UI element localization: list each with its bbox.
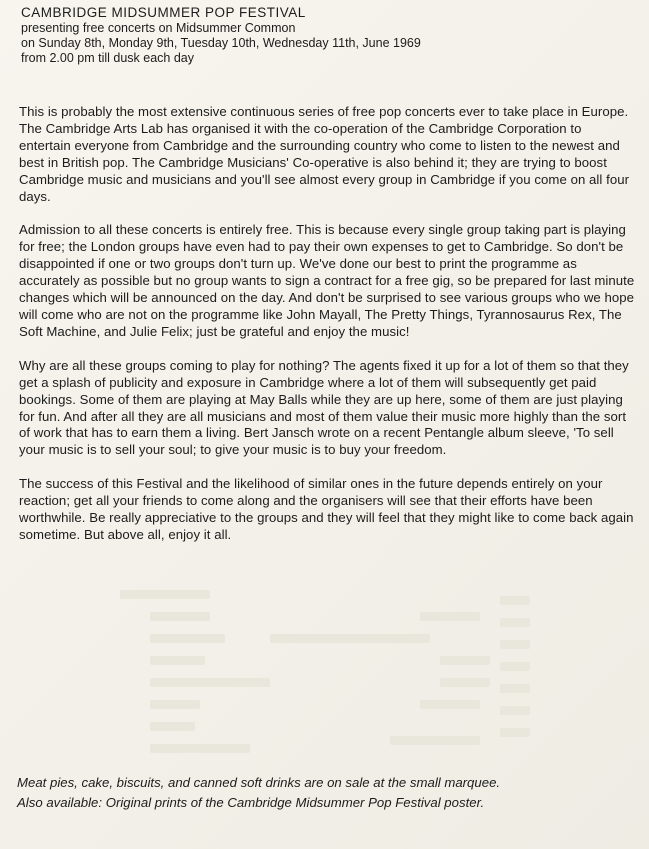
footer-notes bbox=[17, 773, 637, 813]
dates-line: on Sunday 8th, Monday 9th, Tuesday 10th, Wednesday 11th, June 1969 bbox=[21, 36, 421, 50]
paragraph-admission: Admission to all these concerts is entirely free. This is because every single group taking part is playing for free; the London groups have even had to pay their own expenses to get to Cambridge. So don't be disappointed if one or two groups don't turn up. We've done our best to print the programme as accurately as possible but no group wants to sign a contract for a free gig, so be prepared for last minute changes which will be announced on the day. And don't be surprised to see various groups who we hope will come who are not on the programme like John Mayall, The Pretty Things, Tyrannosaurus Rex, The Soft Machine, and Julie Felix; just be grateful and enjoy the music! bbox=[19, 222, 635, 339]
header bbox=[21, 4, 621, 66]
paragraph-why-free: Why are all these groups coming to play for nothing? The agents fixed it up for a lot of them so that they get a splash of publicity and exposure in Cambridge where a lot of them will subsequently get paid bookings. Some of them are playing at May Balls while they are up here, some of them are just playing for fun. And after all they are all musicians and most of them value their music more highly than the sort of work that has to earn them a living. Bert Jansch wrote on a recent Pentangle album sleeve, 'To sell your music is to sell your soul; to give your music is to buy your freedom. bbox=[19, 357, 629, 458]
festival-title: CAMBRIDGE MIDSUMMER POP FESTIVAL bbox=[21, 5, 306, 20]
paragraph-success: The success of this Festival and the likelihood of similar ones in the future depends entirely on your reaction; get all your friends to come along and the organisers will see that their efforts have been worthwhile. Be really appreciative to the groups and they will feel that they might like to come back again sometime. But above all, enjoy it all. bbox=[19, 476, 634, 542]
subtitle-line: presenting free concerts on Midsummer Common bbox=[21, 21, 296, 35]
poster-note: Also available: Original prints of the Cambridge Midsummer Pop Festival poster. bbox=[17, 795, 485, 810]
times-line: from 2.00 pm till dusk each day bbox=[21, 51, 194, 65]
refreshments-note: Meat pies, cake, biscuits, and canned soft drinks are on sale at the small marquee. bbox=[17, 775, 501, 790]
body-text bbox=[19, 104, 635, 560]
paragraph-intro: This is probably the most extensive continuous series of free pop concerts ever to take place in Europe. The Cambridge Arts Lab has organised it with the co-operation of the Cambridge Corporation to entertain everyone from Cambridge and the surrounding country who come to listen to the newest and best in British pop. The Cambridge Musicians' Co-operative is also behind it; they are trying to boost Cambridge music and musicians and you'll see almost every group in Cambridge if you come on all four days. bbox=[19, 104, 630, 204]
